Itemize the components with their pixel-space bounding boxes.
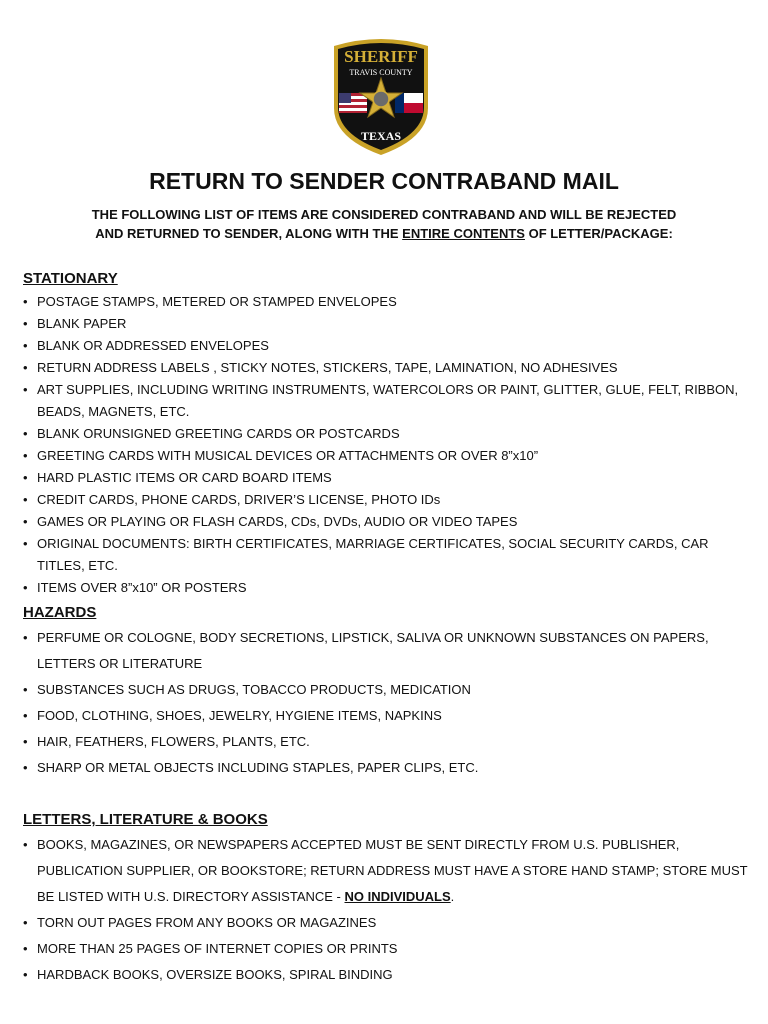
list-item: • MORE THAN 25 PAGES OF INTERNET COPIES OR PRINTS bbox=[23, 936, 753, 962]
intro-line-1: THE FOLLOWING LIST OF ITEMS ARE CONSIDERED CONTRABAND AND WILL BE REJECTED bbox=[91, 207, 677, 222]
list-item: • POSTAGE STAMPS, METERED OR STAMPED ENVELOPES bbox=[23, 291, 753, 313]
list-item: • BLANK PAPER bbox=[23, 313, 753, 335]
section-stationary bbox=[23, 270, 753, 599]
hazards-list bbox=[23, 625, 753, 781]
svg-text:TRAVIS COUNTY: TRAVIS COUNTY bbox=[349, 68, 413, 77]
section-heading-stationary: STATIONARY bbox=[23, 270, 118, 287]
list-item: • HAIR, FEATHERS, FLOWERS, PLANTS, ETC. bbox=[23, 729, 753, 755]
list-item: • HARD PLASTIC ITEMS OR CARD BOARD ITEMS bbox=[23, 467, 753, 489]
list-item: • PERFUME OR COLOGNE, BODY SECRETIONS, LIPSTICK, SALIVA OR UNKNOWN SUBSTANCES ON PAPERS, LETTERS OR LITERATURE bbox=[23, 625, 753, 677]
list-item: • ART SUPPLIES, INCLUDING WRITING INSTRUMENTS, WATERCOLORS OR PAINT, GLITTER, GLUE, FELT, RIBBON, BEADS, MAGNETS, ETC. bbox=[23, 379, 753, 423]
sheriff-badge-logo bbox=[330, 38, 432, 156]
section-hazards bbox=[23, 604, 753, 781]
entire-contents-emphasis: ENTIRE CONTENTS bbox=[402, 226, 525, 241]
letters-list bbox=[23, 832, 753, 988]
list-item: • FOOD, CLOTHING, SHOES, JEWELRY, HYGIENE ITEMS, NAPKINS bbox=[23, 703, 753, 729]
section-heading-hazards: HAZARDS bbox=[23, 604, 97, 621]
no-individuals-emphasis: NO INDIVIDUALS bbox=[344, 889, 451, 904]
list-item: • SUBSTANCES SUCH AS DRUGS, TOBACCO PRODUCTS, MEDICATION bbox=[23, 677, 753, 703]
list-item: • GAMES OR PLAYING OR FLASH CARDS, CDs, DVDs, AUDIO OR VIDEO TAPES bbox=[23, 511, 753, 533]
list-item: • SHARP OR METAL OBJECTS INCLUDING STAPLES, PAPER CLIPS, ETC. bbox=[23, 755, 753, 781]
page-title: RETURN TO SENDER CONTRABAND MAIL bbox=[149, 168, 619, 194]
intro-line-2: AND RETURNED TO SENDER, ALONG WITH THE ENTIRE CONTENTS OF LETTER/PACKAGE: bbox=[95, 226, 673, 241]
list-item: • BLANK ORUNSIGNED GREETING CARDS OR POSTCARDS bbox=[23, 423, 753, 445]
list-item: • TORN OUT PAGES FROM ANY BOOKS OR MAGAZINES bbox=[23, 910, 753, 936]
section-heading-letters: LETTERS, LITERATURE & BOOKS bbox=[23, 811, 268, 828]
list-item: • BLANK OR ADDRESSED ENVELOPES bbox=[23, 335, 753, 357]
svg-text:SHERIFF: SHERIFF bbox=[344, 47, 418, 66]
list-item: • ITEMS OVER 8”x10” OR POSTERS bbox=[23, 577, 753, 599]
list-item: • RETURN ADDRESS LABELS , STICKY NOTES, STICKERS, TAPE, LAMINATION, NO ADHESIVES bbox=[23, 357, 753, 379]
stationary-list bbox=[23, 291, 753, 599]
list-item: • HARDBACK BOOKS, OVERSIZE BOOKS, SPIRAL BINDING bbox=[23, 962, 753, 988]
list-item: • BOOKS, MAGAZINES, OR NEWSPAPERS ACCEPTED MUST BE SENT DIRECTLY FROM U.S. PUBLISHER, PUBLICATION SUPPLIER, OR BOOKSTORE; RETURN ADDRESS MUST HAVE A STORE HAND STAMP; STORE MUST BE LISTED WITH U.S. DIRECTORY ASSISTANCE - NO INDIVIDUALS. bbox=[23, 832, 753, 910]
list-item: • ORIGINAL DOCUMENTS: BIRTH CERTIFICATES, MARRIAGE CERTIFICATES, SOCIAL SECURITY CARDS, CAR TITLES, ETC. bbox=[23, 533, 753, 577]
intro-paragraph bbox=[0, 205, 768, 243]
list-item: • CREDIT CARDS, PHONE CARDS, DRIVER’S LICENSE, PHOTO IDs bbox=[23, 489, 753, 511]
section-letters bbox=[23, 811, 753, 988]
list-item: • GREETING CARDS WITH MUSICAL DEVICES OR ATTACHMENTS OR OVER 8”x10” bbox=[23, 445, 753, 467]
svg-text:TEXAS: TEXAS bbox=[360, 129, 402, 143]
